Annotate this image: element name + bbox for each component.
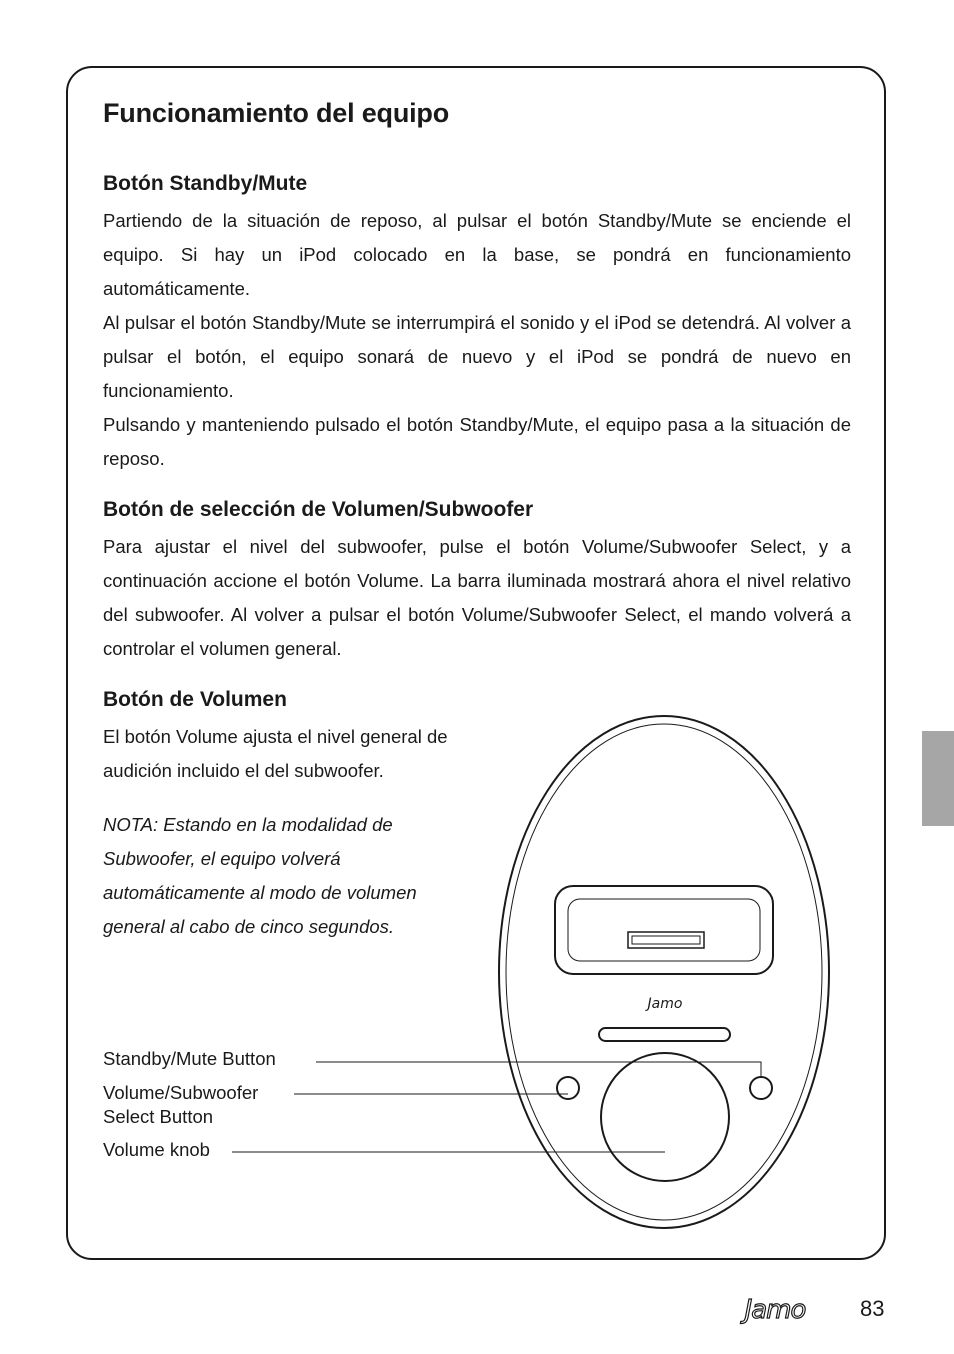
paragraph: Al pulsar el botón Standby/Mute se interrumpirá el sonido y el iPod se detendrá. Al volver a pulsar el botón, el equipo sonará de nuevo y el iPod se pondrá de nuevo en funcionamiento.	[103, 312, 851, 401]
note: NOTA: Estando en la modalidad de Subwoofer, el equipo volverá automáticamente al modo de volumen general al cabo de cinco segundos.	[103, 814, 417, 937]
heading-volume-subwoofer: Botón de selección de Volumen/Subwoofer	[103, 498, 534, 521]
paragraph: El botón Volume ajusta el nivel general de audición incluido el del subwoofer.	[103, 726, 448, 781]
page-number: 83	[860, 1296, 885, 1321]
paragraph: Partiendo de la situación de reposo, al pulsar el botón Standby/Mute se enciende el equipo. Si hay un iPod colocado en la base, se pondrá en funcionamiento automáticamente.	[103, 210, 851, 299]
heading-volume: Botón de Volumen	[103, 688, 287, 711]
callout-line: Select Button	[103, 1106, 214, 1127]
paragraph: Para ajustar el nivel del subwoofer, pulse el botón Volume/Subwoofer Select, y a continuación accione el botón Volume. La barra iluminada mostrará ahora el nivel relativo del subwoofer. Al volver a pulsar el botón Volume/Subwoofer Select, el mando volverá a controlar el volumen general.	[103, 536, 851, 659]
footer-logo: Jamo	[744, 1295, 806, 1325]
callout-standby-mute: Standby/Mute Button	[103, 1047, 282, 1071]
heading-standby-mute: Botón Standby/Mute	[103, 172, 308, 195]
paragraph: Pulsando y manteniendo pulsado el botón Standby/Mute, el equipo pasa a la situación de reposo.	[103, 414, 851, 469]
device-logo: Jamo	[647, 996, 683, 1012]
callout-volume-knob: Volume knob	[103, 1138, 216, 1162]
page-title: Funcionamiento del equipo	[103, 98, 450, 128]
callout-line: Volume/Subwoofer	[103, 1082, 259, 1103]
